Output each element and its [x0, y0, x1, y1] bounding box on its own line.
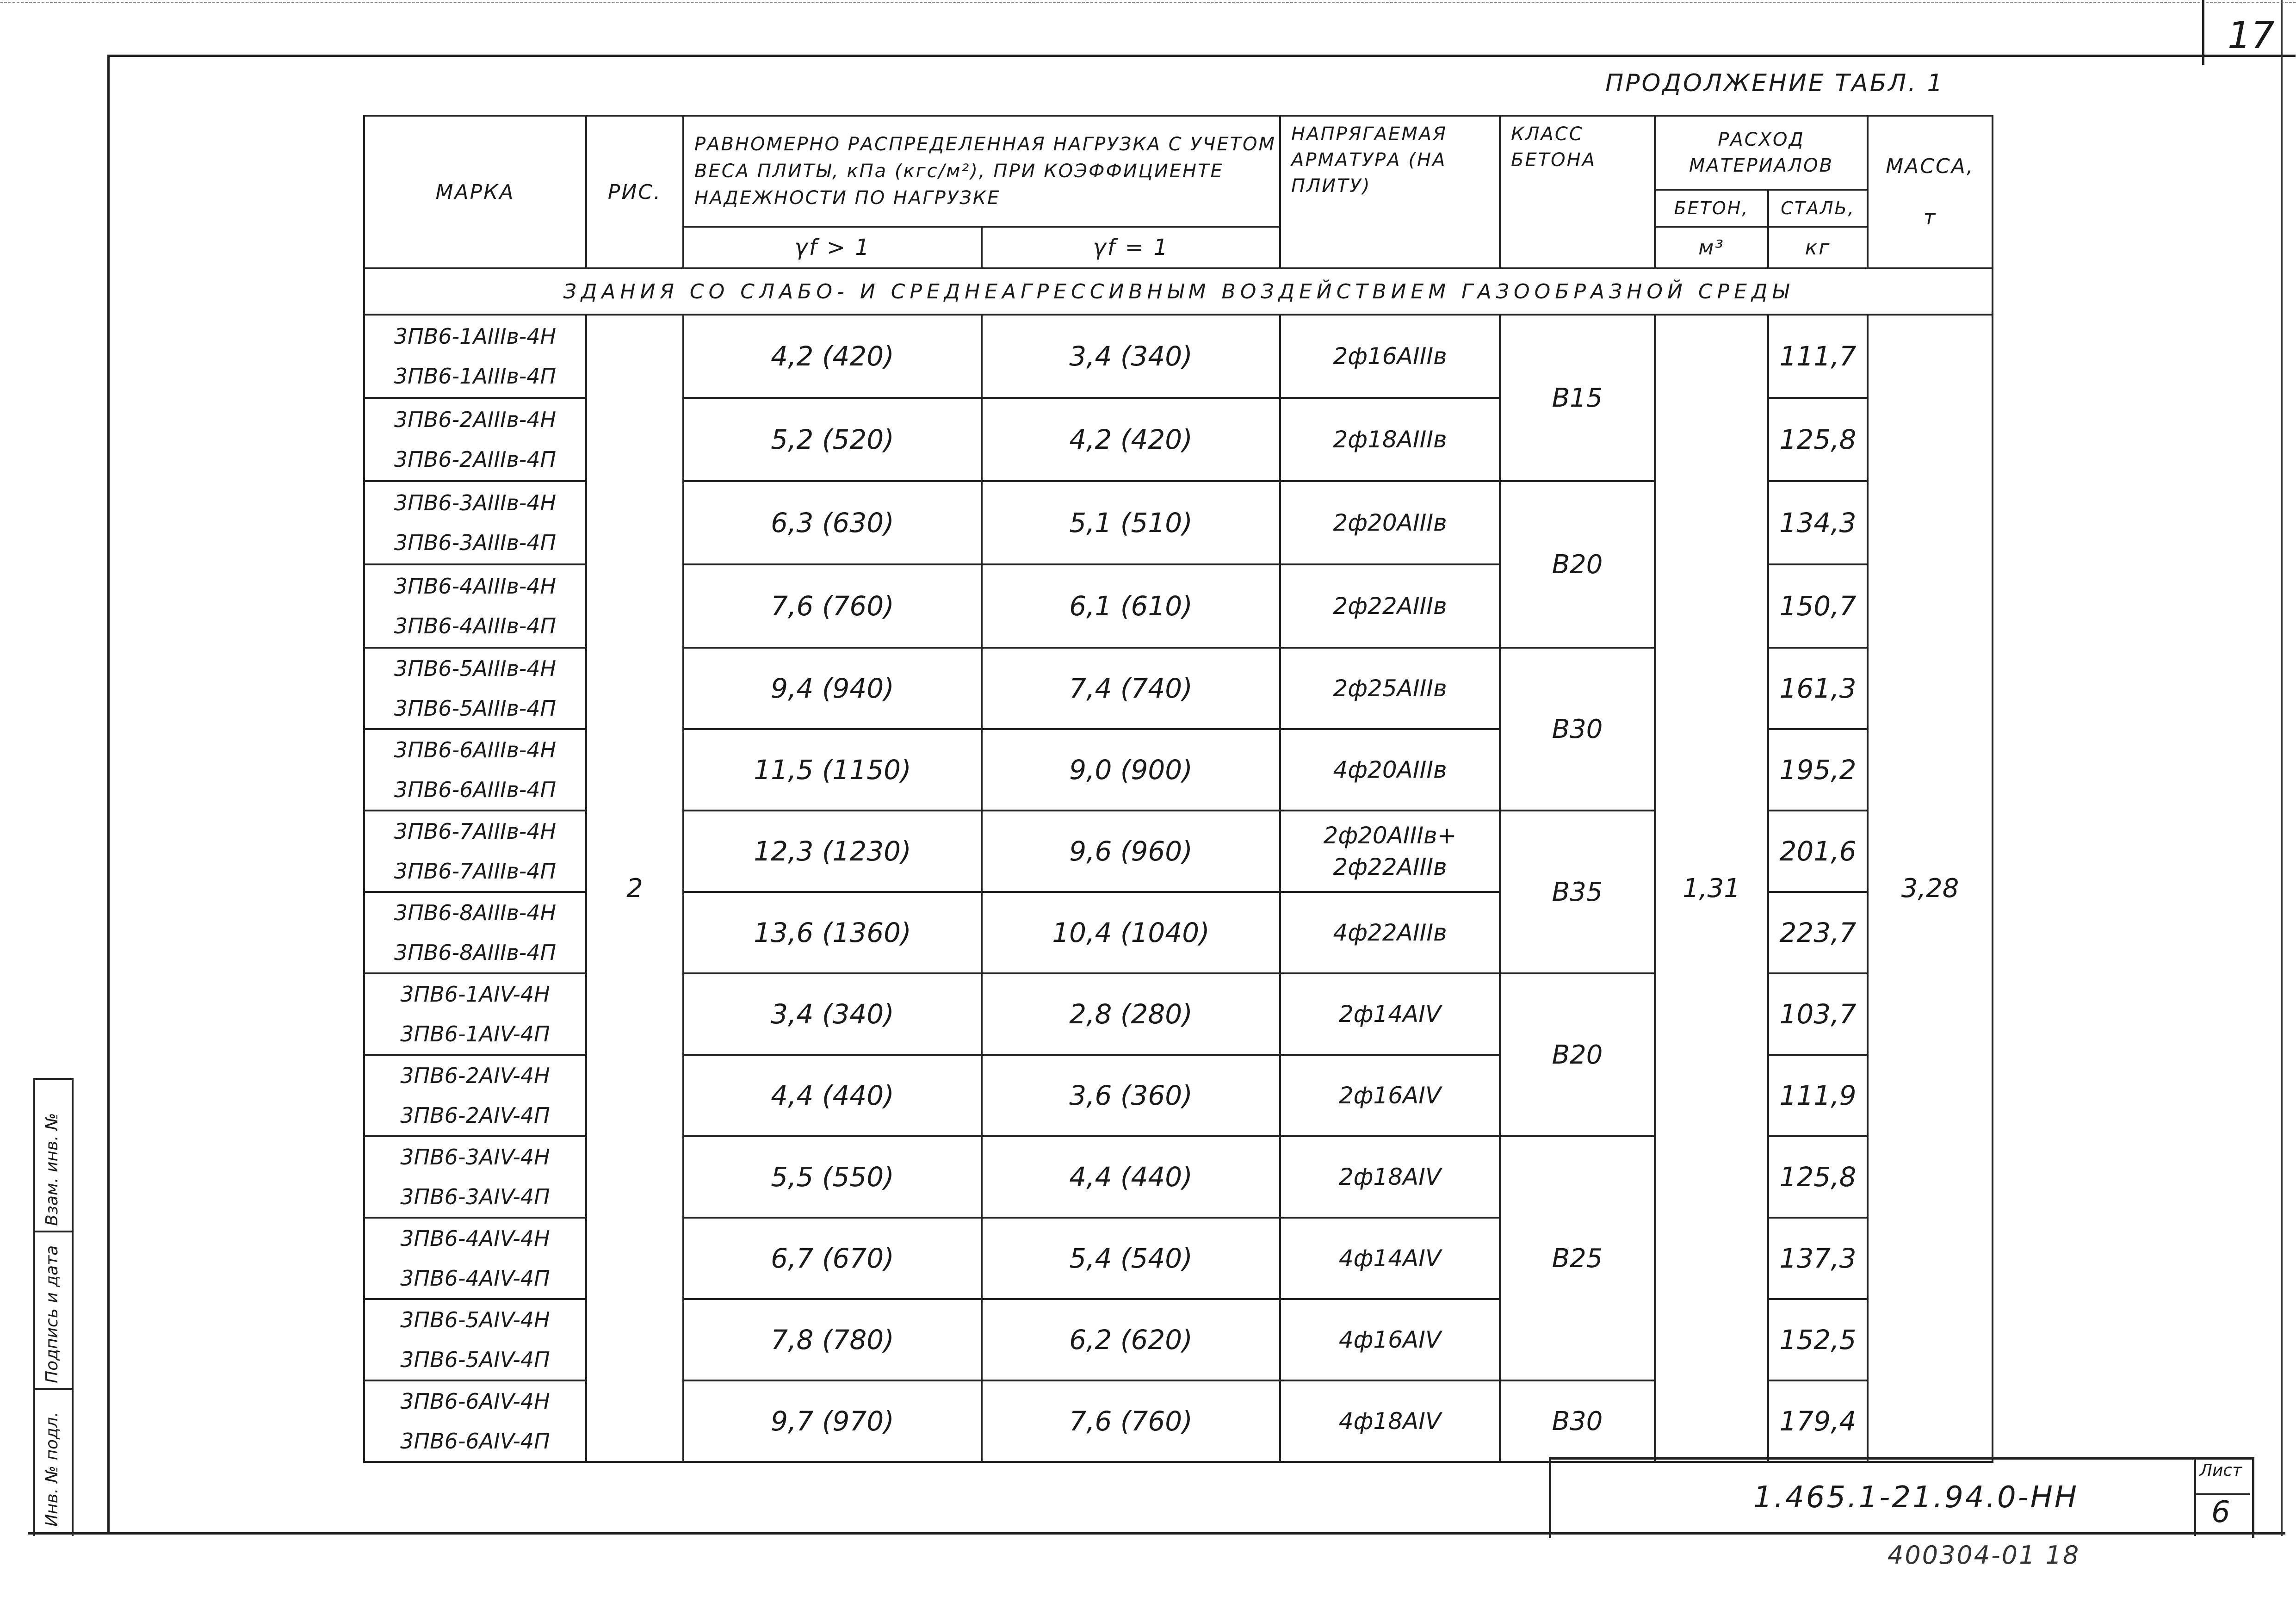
header-mark: МАРКА [364, 116, 586, 268]
header-reinforcement: НАПРЯГАЕМАЯ АРМАТУРА (НА ПЛИТУ) [1280, 116, 1500, 268]
header-mass-unit: т [1923, 206, 1937, 229]
steel-cell: 150,7 [1768, 564, 1868, 648]
document-code: 1.465.1-21.94.0-НН [1753, 1480, 2079, 1515]
load-gt1-cell: 5,2 (520) [683, 398, 982, 481]
sheet-number: 6 [2211, 1495, 2230, 1529]
load-eq1-cell: 5,4 (540) [982, 1218, 1280, 1299]
approval-strip-line [33, 1388, 72, 1390]
load-eq1-cell: 3,4 (340) [982, 315, 1280, 398]
mark-cell: 3ПВ6-8АIIIв-4Н 3ПВ6-8АIIIв-4П [364, 892, 586, 973]
concrete-class-cell: В35 [1500, 811, 1655, 973]
page-number: 17 [2228, 14, 2275, 57]
load-gt1-cell: 7,6 (760) [683, 564, 982, 648]
frame-right [2281, 0, 2283, 1536]
concrete-class-cell: В15 [1500, 315, 1655, 481]
top-dashed-line [0, 2, 2296, 3]
mark-cell: 3ПВ6-1АIV-4Н 3ПВ6-1АIV-4П [364, 973, 586, 1055]
reinforcement-cell: 4ф22АIIIв [1280, 892, 1500, 973]
header-load-gt1: γf > 1 [683, 227, 982, 268]
side-label-replaced: Взам. инв. № [43, 1113, 62, 1226]
load-eq1-cell: 6,1 (610) [982, 564, 1280, 648]
load-eq1-cell: 2,8 (280) [982, 973, 1280, 1055]
mark-cell: 3ПВ6-6АIV-4Н 3ПВ6-6АIV-4П [364, 1380, 586, 1462]
load-eq1-cell: 4,2 (420) [982, 398, 1280, 481]
header-fig: РИС. [586, 116, 683, 268]
steel-cell: 161,3 [1768, 648, 1868, 729]
load-eq1-cell: 4,4 (440) [982, 1136, 1280, 1218]
steel-cell: 111,9 [1768, 1055, 1868, 1136]
load-eq1-cell: 10,4 (1040) [982, 892, 1280, 973]
fig-cell: 2 [586, 315, 683, 1462]
load-gt1-cell: 12,3 (1230) [683, 811, 982, 892]
concrete-class-cell: В30 [1500, 648, 1655, 811]
load-eq1-cell: 3,6 (360) [982, 1055, 1280, 1136]
reinforcement-cell: 2ф25АIIIв [1280, 648, 1500, 729]
side-label-inventory: Инв. № подл. [43, 1411, 62, 1527]
mark-cell: 3ПВ6-6АIIIв-4Н 3ПВ6-6АIIIв-4П [364, 729, 586, 811]
mass-cell: 3,28 [1868, 315, 1993, 1462]
steel-cell: 103,7 [1768, 973, 1868, 1055]
mark-cell: 3ПВ6-7АIIIв-4Н 3ПВ6-7АIIIв-4П [364, 811, 586, 892]
mark-cell: 3ПВ6-2АIIIв-4Н 3ПВ6-2АIIIв-4П [364, 398, 586, 481]
steel-cell: 125,8 [1768, 398, 1868, 481]
frame-top [107, 55, 2296, 57]
header-steel-unit: кг [1768, 227, 1868, 268]
sheet-label: Лист [2200, 1461, 2242, 1480]
concrete-class-cell: В30 [1500, 1380, 1655, 1462]
header-mass [1868, 116, 1993, 268]
steel-cell: 134,3 [1768, 481, 1868, 564]
load-eq1-cell: 7,6 (760) [982, 1380, 1280, 1462]
mark-cell: 3ПВ6-4АIV-4Н 3ПВ6-4АIV-4П [364, 1218, 586, 1299]
load-gt1-cell: 13,6 (1360) [683, 892, 982, 973]
steel-cell: 125,8 [1768, 1136, 1868, 1218]
header-concrete-unit: м³ [1655, 227, 1768, 268]
reinforcement-cell: 4ф14АIV [1280, 1218, 1500, 1299]
page-number-divider [2202, 0, 2204, 65]
continuation-label: ПРОДОЛЖЕНИЕ ТАБЛ. 1 [1605, 69, 1944, 97]
load-gt1-cell: 3,4 (340) [683, 973, 982, 1055]
load-eq1-cell: 9,6 (960) [982, 811, 1280, 892]
load-eq1-cell: 7,4 (740) [982, 648, 1280, 729]
steel-cell: 201,6 [1768, 811, 1868, 892]
load-gt1-cell: 9,7 (970) [683, 1380, 982, 1462]
reinforcement-cell: 2ф18АIIIв [1280, 398, 1500, 481]
mark-cell: 3ПВ6-1АIIIв-4Н 3ПВ6-1АIIIв-4П [364, 315, 586, 398]
load-gt1-cell: 4,4 (440) [683, 1055, 982, 1136]
reinforcement-cell: 4ф16АIV [1280, 1299, 1500, 1380]
load-eq1-cell: 5,1 (510) [982, 481, 1280, 564]
mark-cell: 3ПВ6-2АIV-4Н 3ПВ6-2АIV-4П [364, 1055, 586, 1136]
load-gt1-cell: 4,2 (420) [683, 315, 982, 398]
mark-cell: 3ПВ6-4АIIIв-4Н 3ПВ6-4АIIIв-4П [364, 564, 586, 648]
reinforcement-cell: 2ф14АIV [1280, 973, 1500, 1055]
inventory-number: 400304-01 18 [1888, 1541, 2080, 1570]
steel-cell: 111,7 [1768, 315, 1868, 398]
steel-cell: 137,3 [1768, 1218, 1868, 1299]
steel-cell: 223,7 [1768, 892, 1868, 973]
load-gt1-cell: 11,5 (1150) [683, 729, 982, 811]
steel-cell: 152,5 [1768, 1299, 1868, 1380]
header-concrete: БЕТОН, [1655, 190, 1768, 227]
reinforcement-cell: 2ф20АIIIв [1280, 481, 1500, 564]
mark-cell: 3ПВ6-5АIV-4Н 3ПВ6-5АIV-4П [364, 1299, 586, 1380]
steel-cell: 195,2 [1768, 729, 1868, 811]
load-gt1-cell: 5,5 (550) [683, 1136, 982, 1218]
header-materials: РАСХОД МАТЕРИАЛОВ [1655, 116, 1868, 190]
reinforcement-cell: 2ф20АIIIв+ 2ф22АIIIв [1280, 811, 1500, 892]
table-row [364, 315, 1993, 398]
reinforcement-cell: 2ф18АIV [1280, 1136, 1500, 1218]
approval-strip-line [33, 1231, 72, 1232]
title-block-divider [2194, 1457, 2196, 1536]
specification-table [363, 115, 1992, 1463]
reinforcement-cell: 4ф20АIIIв [1280, 729, 1500, 811]
load-gt1-cell: 9,4 (940) [683, 648, 982, 729]
approval-strip-line [33, 1078, 72, 1080]
reinforcement-cell: 2ф16АIV [1280, 1055, 1500, 1136]
load-gt1-cell: 6,7 (670) [683, 1218, 982, 1299]
header-load: РАВНОМЕРНО РАСПРЕДЕЛЕННАЯ НАГРУЗКА С УЧЕТОМ ВЕСА ПЛИТЫ, кПа (кгс/м²), ПРИ КОЭФФИЦИЕНТЕ НАДЕЖНОСТИ ПО НАГРУЗКЕ [683, 116, 1280, 227]
frame-left [107, 55, 110, 1533]
header-steel: СТАЛЬ, [1768, 190, 1868, 227]
header-load-eq1: γf = 1 [982, 227, 1280, 268]
steel-cell: 179,4 [1768, 1380, 1868, 1462]
reinforcement-cell: 2ф16АIIIв [1280, 315, 1500, 398]
mark-cell: 3ПВ6-3АIV-4Н 3ПВ6-3АIV-4П [364, 1136, 586, 1218]
load-eq1-cell: 6,2 (620) [982, 1299, 1280, 1380]
load-gt1-cell: 7,8 (780) [683, 1299, 982, 1380]
header-mass-label: МАССА, [1886, 155, 1974, 178]
concrete-class-cell: В20 [1500, 481, 1655, 648]
section-title: ЗДАНИЯ СО СЛАБО- И СРЕДНЕАГРЕССИВНЫМ ВОЗДЕЙСТВИЕМ ГАЗООБРАЗНОЙ СРЕДЫ [364, 268, 1993, 315]
load-gt1-cell: 6,3 (630) [683, 481, 982, 564]
concrete-volume-cell: 1,31 [1655, 315, 1768, 1462]
mark-cell: 3ПВ6-3АIIIв-4Н 3ПВ6-3АIIIв-4П [364, 481, 586, 564]
reinforcement-cell: 4ф18АIV [1280, 1380, 1500, 1462]
reinforcement-cell: 2ф22АIIIв [1280, 564, 1500, 648]
concrete-class-cell: В20 [1500, 973, 1655, 1136]
approval-strip-column [72, 1078, 74, 1536]
side-label-signature: Подпись и дата [43, 1245, 62, 1383]
mark-cell: 3ПВ6-5АIIIв-4Н 3ПВ6-5АIIIв-4П [364, 648, 586, 729]
header-concrete-class: КЛАСС БЕТОНА [1500, 116, 1655, 268]
concrete-class-cell: В25 [1500, 1136, 1655, 1380]
load-eq1-cell: 9,0 (900) [982, 729, 1280, 811]
